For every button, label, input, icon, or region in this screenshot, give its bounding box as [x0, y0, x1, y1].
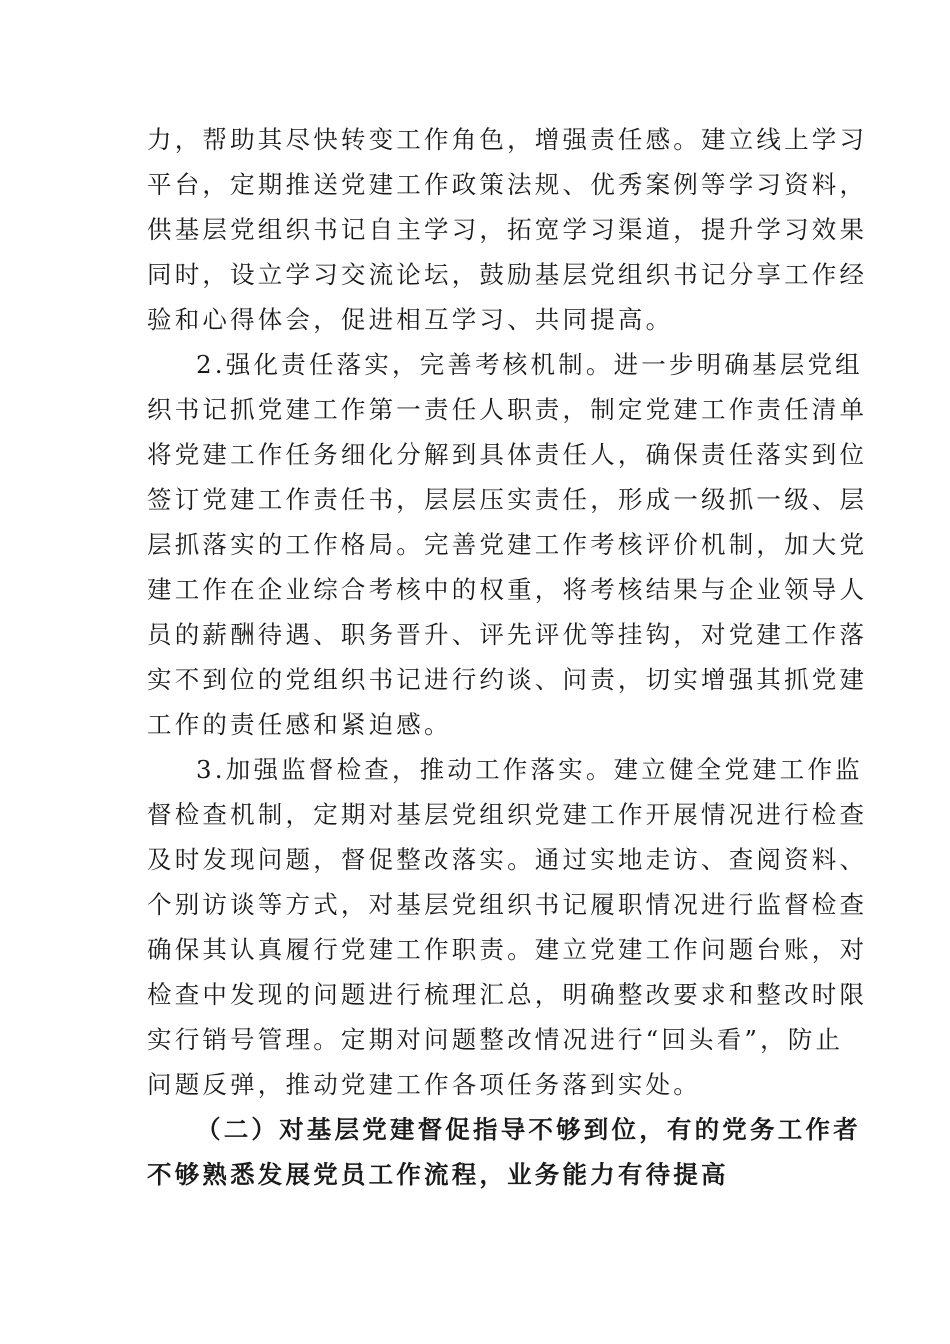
text-line: 检查中发现的问题进行梳理汇总，明确整改要求和整改时限	[147, 980, 868, 1009]
text-line: 签订党建工作责任书，层层压实责任，形成一级抓一级、层	[147, 485, 868, 514]
text-line: 供基层党组织书记自主学习，拓宽学习渠道，提升学习效果	[147, 215, 868, 244]
text-line: 层抓落实的工作格局。完善党建工作考核评价机制，加大党	[147, 530, 868, 559]
section-heading	[147, 1107, 861, 1197]
text-line: 力，帮助其尽快转变工作角色，增强责任感。建立线上学习	[147, 125, 868, 154]
text-line: 同时，设立学习交流论坛，鼓励基层党组织书记分享工作经	[147, 260, 868, 289]
text-line: 员的薪酬待遇、职务晋升、评先评优等挂钩，对党建工作落	[147, 620, 868, 649]
paragraph-responsibility	[147, 342, 868, 747]
text-line: 建工作在企业综合考核中的权重，将考核结果与企业领导人	[147, 575, 868, 604]
text-line: 验和心得体会，促进相互学习、共同提高。	[147, 305, 674, 334]
text-line: 确保其认真履行党建工作职责。建立党建工作问题台账，对	[147, 935, 868, 964]
text-line: 织书记抓党建工作第一责任人职责，制定党建工作责任清单	[147, 395, 868, 424]
heading-line: （二）对基层党建督促指导不够到位，有的党务工作者	[196, 1115, 861, 1144]
text-line: 问题反弹，推动党建工作各项任务落到实处。	[147, 1070, 701, 1099]
paragraph-continuation	[147, 117, 868, 342]
text-line: 及时发现问题，督促整改落实。通过实地走访、查阅资料、	[147, 845, 868, 874]
text-line: 个别访谈等方式，对基层党组织书记履职情况进行监督检查	[147, 890, 868, 919]
text-line: 实不到位的党组织书记进行约谈、问责，切实增强其抓党建	[147, 665, 868, 694]
text-line: 工作的责任感和紧迫感。	[147, 710, 452, 739]
paragraph-supervision	[147, 747, 868, 1107]
text-line: 实行销号管理。定期对问题整改情况进行“回头看”，防止	[147, 1025, 844, 1054]
text-line: 将党建工作任务细化分解到具体责任人，确保责任落实到位	[147, 440, 868, 469]
text-line: 平台，定期推送党建工作政策法规、优秀案例等学习资料，	[147, 170, 868, 199]
text-line: 督检查机制，定期对基层党组织党建工作开展情况进行检查	[147, 800, 868, 829]
text-line: 3.加强监督检查，推动工作落实。建立健全党建工作监	[196, 755, 863, 784]
text-line: 2.强化责任落实，完善考核机制。进一步明确基层党组	[196, 350, 863, 379]
heading-line: 不够熟悉发展党员工作流程，业务能力有待提高	[147, 1160, 729, 1189]
